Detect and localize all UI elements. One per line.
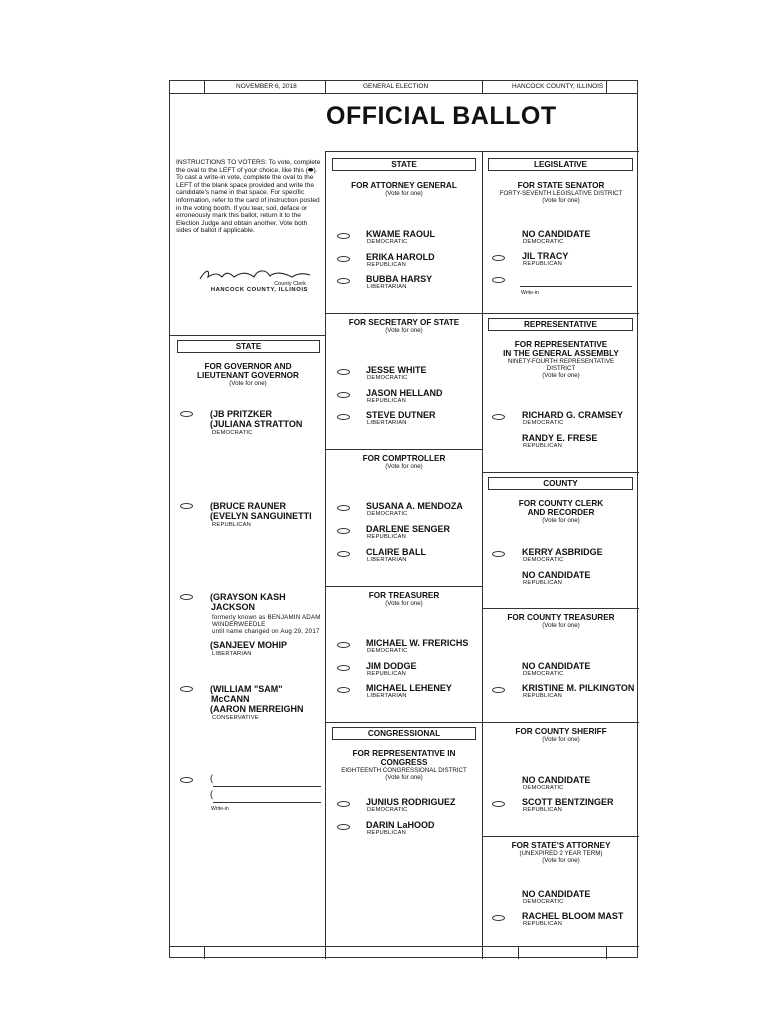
party-rodriguez: DEMOCRATIC <box>367 807 408 813</box>
oval-pritzker[interactable] <box>180 411 193 417</box>
office-comptroller: FOR COMPTROLLER (Vote for one) <box>362 454 446 470</box>
office-attorney-general: FOR ATTORNEY GENERAL (Vote for one) <box>351 181 457 197</box>
candidate-clerk-none: NO CANDIDATE <box>522 570 591 580</box>
party-pilkington: REPUBLICAN <box>523 693 563 699</box>
oval-lahood[interactable] <box>337 824 350 830</box>
party-sa-none: DEMOCRATIC <box>523 899 564 905</box>
office-treasurer: FOR TREASURER (Vote for one) <box>368 591 440 607</box>
office-general-assembly: FOR REPRESENTATIVE IN THE GENERAL ASSEMBLY NINETY-FOURTH REPRESENTATIVE DISTRICT (Vote for one) <box>503 340 619 379</box>
party-harold: REPUBLICAN <box>367 262 407 268</box>
oval-frerichs[interactable] <box>337 642 350 648</box>
candidate-jackson-note: formerly known as BENJAMIN ADAM WINDERWEEDLE until name changed on Aug 29, 2017 <box>212 614 321 635</box>
oval-cramsey[interactable] <box>492 414 505 420</box>
section-county: COUNTY <box>488 477 633 490</box>
oval-rodriguez[interactable] <box>337 801 350 807</box>
election-date: NOVEMBER 6, 2018 <box>236 83 297 90</box>
writein-line-senator[interactable] <box>520 286 632 287</box>
office-secretary-of-state: FOR SECRETARY OF STATE (Vote for one) <box>348 318 460 334</box>
writein-label-governor: Write-in <box>211 806 229 812</box>
candidate-ball: CLAIRE BALL <box>366 547 426 557</box>
party-white: DEMOCRATIC <box>367 375 408 381</box>
party-clerk-none: REPUBLICAN <box>523 580 563 586</box>
section-state-left: STATE <box>177 340 320 353</box>
writein-line-ltgov[interactable] <box>213 802 321 803</box>
party-harsy: LIBERTARIAN <box>367 284 407 290</box>
office-state-senator: FOR STATE SENATOR FORTY-SEVENTH LEGISLATIVE DISTRICT (Vote for one) <box>499 181 623 204</box>
writein-label-senator: Write-in <box>521 290 539 296</box>
party-pritzker: DEMOCRATIC <box>212 430 253 436</box>
writein-line-governor[interactable] <box>213 786 321 787</box>
office-county-treasurer: FOR COUNTY TREASURER (Vote for one) <box>507 613 615 629</box>
section-legislative: LEGISLATIVE <box>488 158 633 171</box>
candidate-raoul: KWAME RAOUL <box>366 229 435 239</box>
party-ball: LIBERTARIAN <box>367 557 407 563</box>
oval-raoul[interactable] <box>337 233 350 239</box>
party-bentzinger: REPUBLICAN <box>523 807 563 813</box>
oval-dutner[interactable] <box>337 414 350 420</box>
ballot-title: OFFICIAL BALLOT <box>326 102 557 130</box>
oval-helland[interactable] <box>337 392 350 398</box>
oval-writein-senator[interactable] <box>492 277 505 283</box>
party-dutner: LIBERTARIAN <box>367 420 407 426</box>
party-rauner: REPUBLICAN <box>212 522 252 528</box>
office-governor: FOR GOVERNOR AND LIEUTENANT GOVERNOR (Vote for one) <box>197 362 299 387</box>
candidate-cramsey: RICHARD G. CRAMSEY <box>522 410 624 420</box>
candidate-sa-none: NO CANDIDATE <box>522 889 591 899</box>
party-jackson: LIBERTARIAN <box>212 651 252 657</box>
party-leheney: LIBERTARIAN <box>367 693 407 699</box>
oval-pilkington[interactable] <box>492 687 505 693</box>
party-senger: REPUBLICAN <box>367 534 407 540</box>
party-mendoza: DEMOCRATIC <box>367 511 408 517</box>
oval-rauner[interactable] <box>180 503 193 509</box>
candidate-sheriff-none: NO CANDIDATE <box>522 775 591 785</box>
party-mccann: CONSERVATIVE <box>212 715 259 721</box>
candidate-mohip: (SANJEEV MOHIP <box>210 640 288 650</box>
candidate-pilkington: KRISTINE M. PILKINGTON <box>522 683 635 693</box>
oval-bentzinger[interactable] <box>492 801 505 807</box>
party-asbridge: DEMOCRATIC <box>523 557 564 563</box>
candidate-dutner: STEVE DUTNER <box>366 410 436 420</box>
oval-dodge[interactable] <box>337 665 350 671</box>
party-frese: REPUBLICAN <box>523 443 563 449</box>
ballot-header <box>170 81 637 94</box>
candidate-frese: RANDY E. FRESE <box>522 433 598 443</box>
writein-paren-2: ( <box>210 789 213 799</box>
office-county-sheriff: FOR COUNTY SHERIFF (Vote for one) <box>515 727 607 743</box>
oval-leheney[interactable] <box>337 687 350 693</box>
candidate-senator-none: NO CANDIDATE <box>522 229 591 239</box>
oval-harold[interactable] <box>337 256 350 262</box>
election-type: GENERAL ELECTION <box>363 83 429 90</box>
candidate-frerichs: MICHAEL W. FRERICHS <box>366 638 469 648</box>
oval-harsy[interactable] <box>337 278 350 284</box>
candidate-tracy: JIL TRACY <box>522 251 569 261</box>
party-helland: REPUBLICAN <box>367 398 407 404</box>
candidate-bentzinger: SCOTT BENTZINGER <box>522 797 614 807</box>
party-dodge: REPUBLICAN <box>367 671 407 677</box>
candidate-asbridge: KERRY ASBRIDGE <box>522 547 603 557</box>
office-congress: FOR REPRESENTATIVE IN CONGRESS EIGHTEENTH CONGRESSIONAL DISTRICT (Vote for one) <box>341 749 467 781</box>
ballot <box>169 80 638 958</box>
party-lahood: REPUBLICAN <box>367 830 407 836</box>
oval-ball[interactable] <box>337 551 350 557</box>
oval-writein-governor[interactable] <box>180 777 193 783</box>
party-senator-none: DEMOCRATIC <box>523 239 564 245</box>
section-representative: REPRESENTATIVE <box>488 318 633 331</box>
candidate-pritzker: (JB PRITZKER (JULIANA STRATTON <box>210 409 303 429</box>
party-mast: REPUBLICAN <box>523 921 563 927</box>
oval-mendoza[interactable] <box>337 505 350 511</box>
oval-mast[interactable] <box>492 915 505 921</box>
candidate-ctreasurer-none: NO CANDIDATE <box>522 661 591 671</box>
county-name: HANCOCK COUNTY, ILLINOIS <box>512 83 604 90</box>
oval-mccann[interactable] <box>180 686 193 692</box>
candidate-rodriguez: JUNIUS RODRIGUEZ <box>366 797 456 807</box>
party-raoul: DEMOCRATIC <box>367 239 408 245</box>
party-sheriff-none: DEMOCRATIC <box>523 785 564 791</box>
writein-paren-1: ( <box>210 773 213 783</box>
oval-jackson[interactable] <box>180 594 193 600</box>
candidate-mendoza: SUSANA A. MENDOZA <box>366 501 463 511</box>
clerk-signature <box>184 267 314 293</box>
office-states-attorney: FOR STATE'S ATTORNEY (UNEXPIRED 2 YEAR TERM) (Vote for one) <box>511 841 611 864</box>
signature-county: HANCOCK COUNTY, ILLINOIS <box>210 287 308 293</box>
party-tracy: REPUBLICAN <box>523 261 563 267</box>
candidate-white: JESSE WHITE <box>366 365 427 375</box>
section-congressional: CONGRESSIONAL <box>332 727 476 740</box>
candidate-harsy: BUBBA HARSY <box>366 274 433 284</box>
party-cramsey: DEMOCRATIC <box>523 420 564 426</box>
oval-asbridge[interactable] <box>492 551 505 557</box>
oval-tracy[interactable] <box>492 255 505 261</box>
office-county-clerk: FOR COUNTY CLERK AND RECORDER (Vote for one) <box>518 499 604 524</box>
candidate-mccann: (WILLIAM "SAM" McCANN (AARON MERREIGHN <box>210 684 304 714</box>
candidate-leheney: MICHAEL LEHENEY <box>366 683 452 693</box>
candidate-dodge: JIM DODGE <box>366 661 417 671</box>
party-frerichs: DEMOCRATIC <box>367 648 408 654</box>
voter-instructions: INSTRUCTIONS TO VOTERS: To vote, complete the oval to the LEFT of your choice, like this (⬬). To cast a write-in vote, complete the oval to the LEFT of the blank space provided and write the candidate's name in that space. For specific information, refer to the card of instruction posted in the voting booth. If you tear, soil, deface or erroneously mark this ballot, return it to the Election Judge and obtain another. Vote both sides of ballot if applicable. <box>176 159 321 235</box>
oval-white[interactable] <box>337 369 350 375</box>
section-state-mid: STATE <box>332 158 476 171</box>
signature-title: County Clerk <box>274 281 306 287</box>
candidate-harold: ERIKA HAROLD <box>366 252 435 262</box>
candidate-helland: JASON HELLAND <box>366 388 443 398</box>
candidate-mast: RACHEL BLOOM MAST <box>522 911 624 921</box>
candidate-lahood: DARIN LaHOOD <box>366 820 435 830</box>
candidate-jackson: (GRAYSON KASH JACKSON <box>210 592 286 612</box>
candidate-senger: DARLENE SENGER <box>366 524 451 534</box>
party-ctreasurer-none: DEMOCRATIC <box>523 671 564 677</box>
oval-senger[interactable] <box>337 528 350 534</box>
candidate-rauner: (BRUCE RAUNER (EVELYN SANGUINETTI <box>210 501 312 521</box>
